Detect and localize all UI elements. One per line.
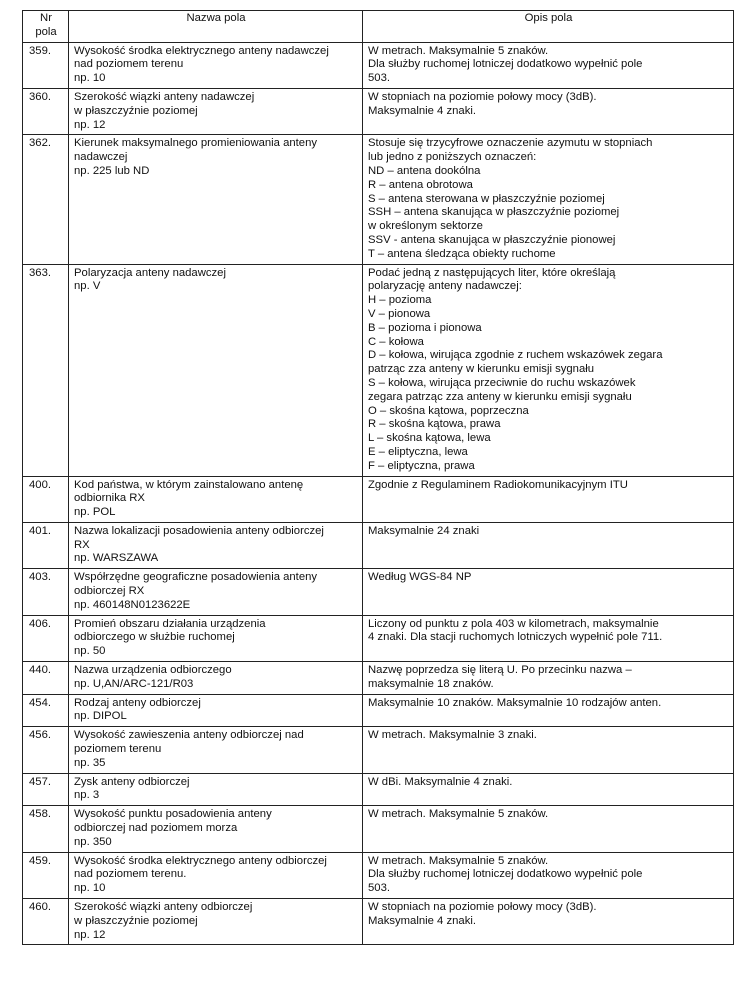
field-description-line: Według WGS-84 NP xyxy=(368,571,472,584)
field-description xyxy=(363,476,734,522)
field-name-line: np. WARSZAWA xyxy=(74,552,159,565)
field-name-line: np. DIPOL xyxy=(74,710,127,723)
field-number: 440. xyxy=(23,662,69,695)
field-number: 457. xyxy=(23,773,69,806)
field-number: 459. xyxy=(23,852,69,898)
field-name-line: Polaryzacja anteny nadawczej xyxy=(74,266,226,279)
header-desc: Opis pola xyxy=(363,11,734,43)
table-row xyxy=(23,522,734,568)
field-name-line: Szerokość wiązki anteny nadawczej xyxy=(74,90,255,103)
field-description-line: zegara patrząc zza anteny w kierunku emisji sygnału xyxy=(368,390,632,403)
field-name xyxy=(69,899,363,945)
field-description-line: 4 znaki. Dla stacji ruchomych lotniczych wypełnić pole 711. xyxy=(368,631,663,644)
table-row xyxy=(23,852,734,898)
field-description-line: Nazwę poprzedza się literą U. Po przecinku nazwa – xyxy=(368,664,632,677)
field-description-line: C – kołowa xyxy=(368,335,424,348)
field-description-line: S – antena sterowana w płaszczyźnie poziomej xyxy=(368,192,605,205)
field-name-line: np. 10 xyxy=(74,72,106,85)
field-description-line: L – skośna kątowa, lewa xyxy=(368,432,491,445)
field-name xyxy=(69,135,363,264)
field-name-line: np. U,AN/ARC-121/R03 xyxy=(74,677,194,690)
table-row xyxy=(23,899,734,945)
field-name-line: np. 10 xyxy=(74,882,106,895)
header-nr-line: Nr xyxy=(40,12,52,24)
field-name xyxy=(69,264,363,476)
field-description-table xyxy=(22,10,734,945)
field-description-line: Maksymalnie 4 znaki. xyxy=(368,104,476,117)
field-description-line: W stopniach na poziomie połowy mocy (3dB). xyxy=(368,90,597,103)
field-description-line: ND – antena dookólna xyxy=(368,164,481,177)
table-row xyxy=(23,264,734,476)
field-name-line: Szerokość wiązki anteny odbiorczej xyxy=(74,901,253,914)
field-name-line: nadawczej xyxy=(74,151,128,164)
field-description-line: W metrach. Maksymalnie 5 znaków. xyxy=(368,44,549,57)
field-name-line: Współrzędne geograficzne posadowienia anteny xyxy=(74,571,318,584)
field-name-line: nad poziomem terenu xyxy=(74,58,184,71)
field-name-line: Promień obszaru działania urządzenia xyxy=(74,617,266,630)
table-row xyxy=(23,773,734,806)
field-description xyxy=(363,569,734,615)
field-description-line: W metrach. Maksymalnie 3 znaki. xyxy=(368,729,537,742)
field-description-line: W metrach. Maksymalnie 5 znaków. xyxy=(368,808,549,821)
table-body xyxy=(23,42,734,945)
field-name-line: poziomem terenu xyxy=(74,743,162,756)
field-description-line: maksymalnie 18 znaków. xyxy=(368,677,494,690)
field-description-line: B – pozioma i pionowa xyxy=(368,321,482,334)
field-description-line: w określonym sektorze xyxy=(368,220,483,233)
field-name-line: np. 35 xyxy=(74,756,106,769)
header-nr xyxy=(23,11,69,43)
table-row xyxy=(23,42,734,88)
table-row xyxy=(23,806,734,852)
field-name xyxy=(69,806,363,852)
field-number: 456. xyxy=(23,727,69,773)
field-name xyxy=(69,42,363,88)
table-row xyxy=(23,569,734,615)
field-name-line: np. 460148N0123622E xyxy=(74,598,191,611)
field-number: 458. xyxy=(23,806,69,852)
field-number: 363. xyxy=(23,264,69,476)
field-description xyxy=(363,42,734,88)
field-description-line: SSH – antena skanująca w płaszczyźnie poziomej xyxy=(368,206,620,219)
field-name-line: odbiorczej RX xyxy=(74,585,145,598)
field-name-line: np. 225 lub ND xyxy=(74,164,150,177)
field-name-line: w płaszczyźnie poziomej xyxy=(74,914,198,927)
field-description-line: Zgodnie z Regulaminem Radiokomunikacyjnym ITU xyxy=(368,478,628,491)
table-row xyxy=(23,476,734,522)
field-name-line: np. 12 xyxy=(74,928,106,941)
field-name-line: Kod państwa, w którym zainstalowano antenę xyxy=(74,478,304,491)
field-name xyxy=(69,615,363,661)
field-number: 400. xyxy=(23,476,69,522)
table-row xyxy=(23,662,734,695)
field-description xyxy=(363,88,734,134)
table-row xyxy=(23,727,734,773)
field-name-line: odbiorczej nad poziomem morza xyxy=(74,822,238,835)
field-name xyxy=(69,773,363,806)
field-description-line: lub jedno z poniższych oznaczeń: xyxy=(368,151,537,164)
field-description-line: 503. xyxy=(368,72,390,85)
field-name xyxy=(69,88,363,134)
field-name xyxy=(69,476,363,522)
field-number: 359. xyxy=(23,42,69,88)
field-description-line: H – pozioma xyxy=(368,294,432,307)
header-name: Nazwa pola xyxy=(69,11,363,43)
field-name-line: Wysokość środka elektrycznego anteny odbiorczej xyxy=(74,854,327,867)
field-name-line: np. V xyxy=(74,280,101,293)
field-name-line: np. 50 xyxy=(74,645,106,658)
table-row xyxy=(23,135,734,264)
field-number: 362. xyxy=(23,135,69,264)
field-description-line: V – pionowa xyxy=(368,307,431,320)
field-description xyxy=(363,727,734,773)
field-description-line: SSV - antena skanująca w płaszczyźnie pionowej xyxy=(368,233,616,246)
field-name xyxy=(69,662,363,695)
field-description-line: polaryzację anteny nadawczej: xyxy=(368,280,522,293)
field-description-line: Dla służby ruchomej lotniczej dodatkowo wypełnić pole xyxy=(368,58,643,71)
field-description xyxy=(363,806,734,852)
field-description-line: T – antena śledząca obiekty ruchome xyxy=(368,247,556,260)
field-name-line: odbiornika RX xyxy=(74,492,145,505)
field-description-line: 503. xyxy=(368,882,390,895)
field-name-line: Rodzaj anteny odbiorczej xyxy=(74,696,201,709)
field-description-line: R – skośna kątowa, prawa xyxy=(368,418,501,431)
field-description xyxy=(363,852,734,898)
field-name xyxy=(69,852,363,898)
field-name-line: np. POL xyxy=(74,506,116,519)
field-name-line: Zysk anteny odbiorczej xyxy=(74,775,190,788)
field-name-line: Wysokość środka elektrycznego anteny nadawczej xyxy=(74,44,329,57)
table-row xyxy=(23,615,734,661)
field-name-line: nad poziomem terenu. xyxy=(74,868,187,881)
field-description xyxy=(363,662,734,695)
field-name xyxy=(69,727,363,773)
field-description-line: Dla służby ruchomej lotniczej dodatkowo wypełnić pole xyxy=(368,868,643,881)
field-description-line: W stopniach na poziomie połowy mocy (3dB). xyxy=(368,901,597,914)
table-header-row xyxy=(23,11,734,43)
field-description-line: W metrach. Maksymalnie 5 znaków. xyxy=(368,854,549,867)
field-name xyxy=(69,694,363,727)
field-description-line: Podać jedną z następujących liter, które określają xyxy=(368,266,616,279)
field-number: 360. xyxy=(23,88,69,134)
field-description xyxy=(363,615,734,661)
field-name-line: np. 350 xyxy=(74,835,112,848)
field-description-line: Maksymalnie 4 znaki. xyxy=(368,914,476,927)
field-name-line: RX xyxy=(74,538,90,551)
field-name-line: np. 3 xyxy=(74,789,100,802)
field-description-line: E – eliptyczna, lewa xyxy=(368,445,468,458)
field-description-line: Stosuje się trzycyfrowe oznaczenie azymutu w stopniach xyxy=(368,137,653,150)
field-description xyxy=(363,522,734,568)
field-name-line: np. 12 xyxy=(74,118,106,131)
field-description-line: R – antena obrotowa xyxy=(368,178,473,191)
field-description-line: O – skośna kątowa, poprzeczna xyxy=(368,404,529,417)
field-name-line: odbiorczego w służbie ruchomej xyxy=(74,631,235,644)
field-name xyxy=(69,569,363,615)
field-name-line: Nazwa lokalizacji posadowienia anteny odbiorczej xyxy=(74,524,324,537)
field-description-line: S – kołowa, wirująca przeciwnie do ruchu wskazówek xyxy=(368,376,636,389)
field-number: 406. xyxy=(23,615,69,661)
field-name xyxy=(69,522,363,568)
table-row xyxy=(23,694,734,727)
field-number: 454. xyxy=(23,694,69,727)
table-row xyxy=(23,88,734,134)
field-number: 401. xyxy=(23,522,69,568)
field-name-line: Wysokość zawieszenia anteny odbiorczej nad xyxy=(74,729,304,742)
field-description-line: F – eliptyczna, prawa xyxy=(368,459,475,472)
field-description xyxy=(363,773,734,806)
field-name-line: Wysokość punktu posadowienia anteny xyxy=(74,808,272,821)
field-number: 403. xyxy=(23,569,69,615)
field-description xyxy=(363,899,734,945)
field-description-line: Maksymalnie 24 znaki xyxy=(368,524,480,537)
field-name-line: w płaszczyźnie poziomej xyxy=(74,104,198,117)
field-name-line: Nazwa urządzenia odbiorczego xyxy=(74,664,232,677)
field-description xyxy=(363,264,734,476)
header-nr-line: pola xyxy=(35,25,57,38)
field-description-line: D – kołowa, wirująca zgodnie z ruchem wskazówek zegara xyxy=(368,349,663,362)
field-description-line: W dBi. Maksymalnie 4 znaki. xyxy=(368,775,513,788)
field-description-line: Maksymalnie 10 znaków. Maksymalnie 10 rodzajów anten. xyxy=(368,696,662,709)
field-description xyxy=(363,694,734,727)
field-number: 460. xyxy=(23,899,69,945)
field-description-line: Liczony od punktu z pola 403 w kilometrach, maksymalnie xyxy=(368,617,659,630)
field-description-line: patrząc zza anteny w kierunku emisji sygnału xyxy=(368,363,595,376)
field-description xyxy=(363,135,734,264)
field-name-line: Kierunek maksymalnego promieniowania anteny xyxy=(74,137,318,150)
